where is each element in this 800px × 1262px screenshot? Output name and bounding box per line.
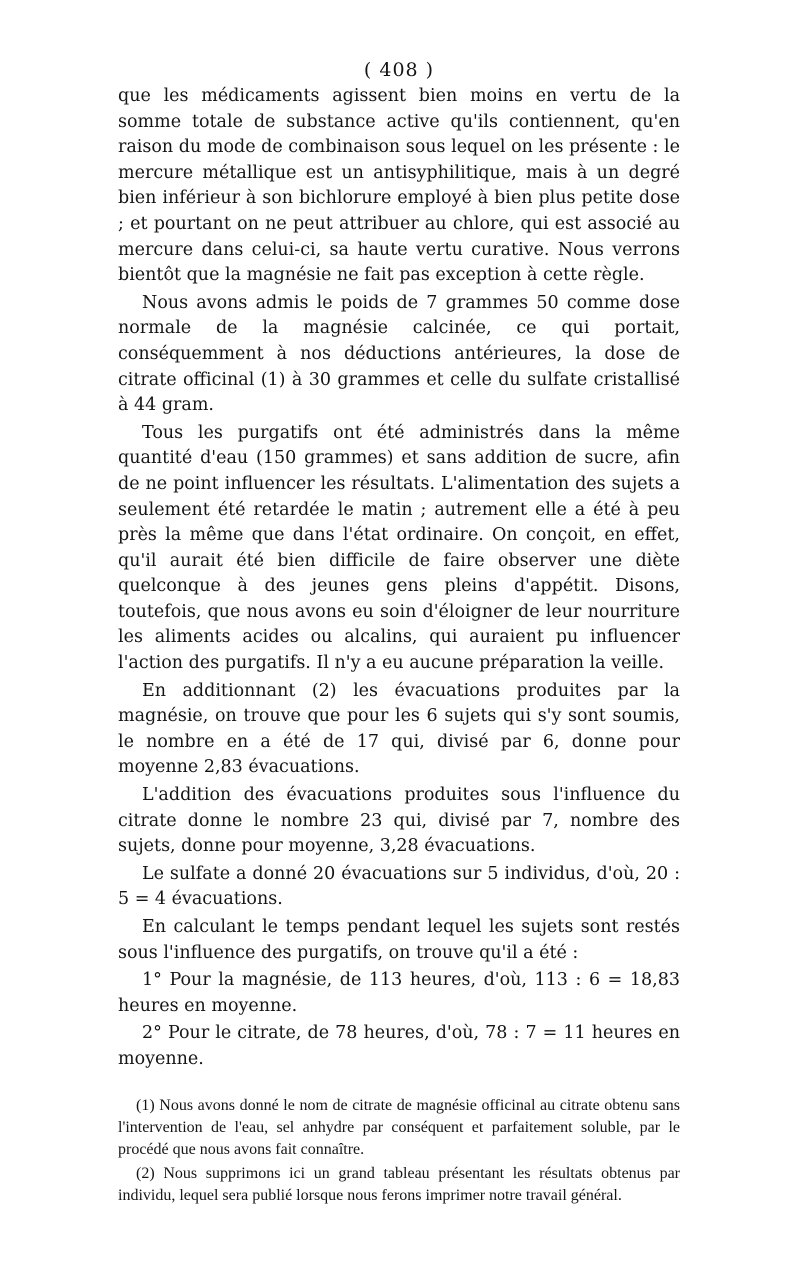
paragraph-7: En calculant le temps pendant lequel les sujets sont restés sous l'influence des purgatifs, on trouve qu'il a été :	[118, 917, 680, 963]
paragraph-6: Le sulfate a donné 20 évacuations sur 5 individus, d'où, 20 : 5 = 4 évacuations.	[118, 863, 680, 910]
paragraph-9: 2° Pour le citrate, de 78 heures, d'où, 78 : 7 = 11 heures en moyenne.	[118, 1023, 680, 1069]
paragraph-1: que les médicaments agissent bien moins en vertu de la somme totale de substance active qu'ils contiennent, qu'en raison du mode de combinaison sous lequel on les présente : le mercure métallique est un antisyphilitique, mais à un degré bien inférieur à son bichlorure employé à bien plus petite dose ; et pourtant on ne peut attribuer au chlore, qui est associé au mercure dans celui-ci, sa haute vertu curative. Nous verrons bientôt que la magnésie ne fait pas exception à cette règle.	[118, 86, 680, 286]
body-text	[118, 84, 680, 1073]
footnote-2: (2) Nous supprimons ici un grand tableau présentant les résultats obtenus par individu, lequel sera publié lorsque nous ferons imprimer notre travail général.	[118, 1164, 680, 1204]
paragraph-4: En additionnant (2) les évacuations produites par la magnésie, on trouve que pour les 6 sujets qui s'y sont soumis, le nombre en a été de 17 qui, divisé par 6, donne pour moyenne 2,83 évacuations.	[118, 680, 680, 778]
paragraph-8: 1° Pour la magnésie, de 113 heures, d'où, 113 : 6 = 18,83 heures en moyenne.	[118, 970, 680, 1016]
page-number: ( 408 )	[363, 59, 435, 81]
book-page	[118, 58, 680, 1207]
footnotes	[118, 1095, 680, 1207]
footnote-1: (1) Nous avons donné le nom de citrate de magnésie officinal au citrate obtenu sans l'intervention de l'eau, sel anhydre par conséquent et parfaitement soluble, par le procédé que nous avons fait connaître.	[118, 1096, 680, 1158]
paragraph-2: Nous avons admis le poids de 7 grammes 50 comme dose normale de la magnésie calcinée, ce qui portait, conséquemment à nos déductions antérieures, la dose de citrate officinal (1) à 30 grammes et celle du sulfate cristallisé à 44 gram.	[118, 292, 680, 416]
paragraph-5: L'addition des évacuations produites sous l'influence du citrate donne le nombre 23 qui, divisé par 7, nombre des sujets, donne pour moyenne, 3,28 évacuations.	[118, 785, 680, 857]
paragraph-3: Tous les purgatifs ont été administrés dans la même quantité d'eau (150 grammes) et sans addition de sucre, afin de ne point influencer les résultats. L'alimentation des sujets a seulement été retardée le matin ; autrement elle a été à peu près la même que dans l'état ordinaire. On conçoit, en effet, qu'il aurait été bien difficile de faire observer une diète quelconque à des jeunes gens pleins d'appétit. Disons, toutefois, que nous avons eu soin d'éloigner de leur nourriture les aliments acides ou alcalins, qui auraient pu influencer l'action des purgatifs. Il n'y a eu aucune préparation la veille.	[118, 422, 680, 674]
